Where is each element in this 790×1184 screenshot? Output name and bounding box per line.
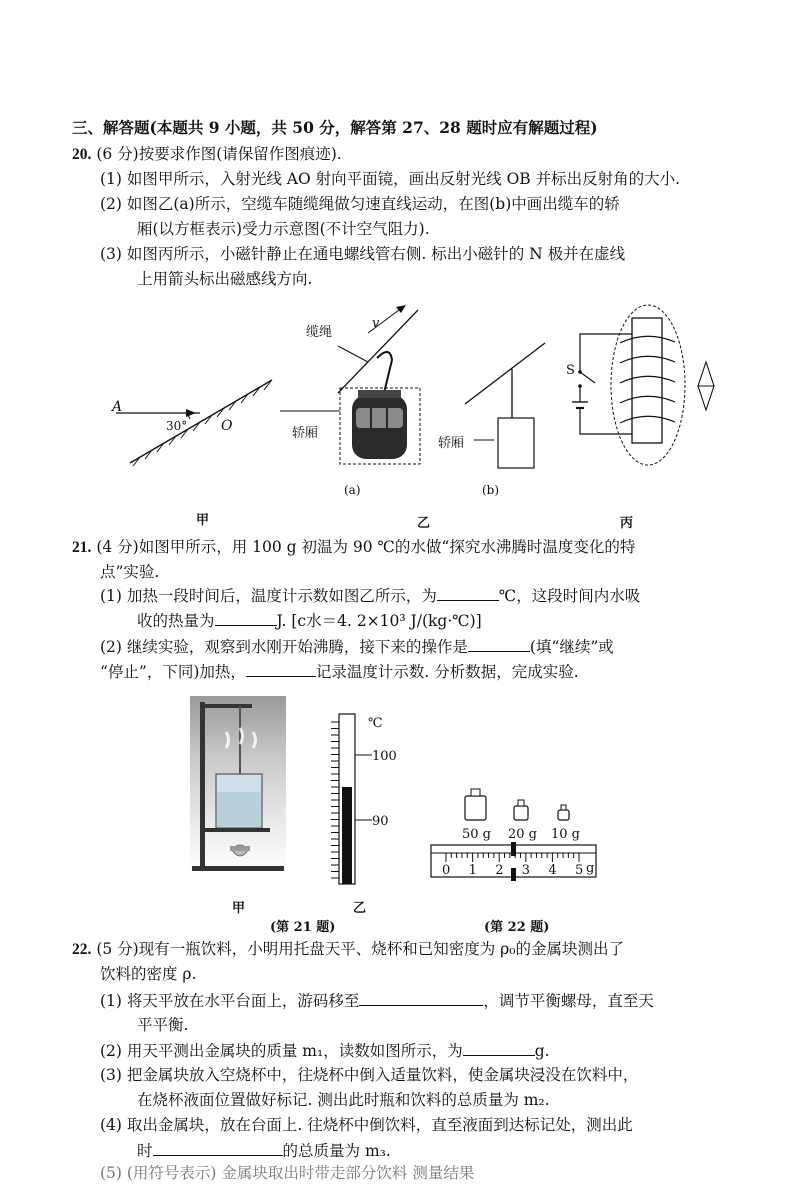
q22-p1a-post: ，调节平衡螺母，直至天 [483,992,654,1010]
scale-label: 3 [521,863,531,878]
q21-p2b-text: “停止”，下同)加热， [100,663,246,681]
label-v: v [372,316,380,331]
q20-stem: (6 分)按要求作图(请保留作图痕迹). [96,145,342,163]
q22-part1a [100,989,654,1012]
q22-p4b-post: 的总质量为 m₃. [282,1142,391,1160]
weight-50g-label: 50 g [462,827,491,842]
label-sub-a: (a) [344,483,361,497]
q20-part2a: (2) 如图乙(a)所示，空缆车随缆绳做匀速直线运动，在图(b)中画出缆车的轿 [100,195,620,213]
q20-number: 20. [72,146,92,163]
q21-caption-jia: 甲 [232,901,246,916]
q21-number: 21. [72,539,92,556]
q22-stem-a: (5 分)现有一瓶饮料，小明用托盘天平、烧杯和已知密度为 ρ₀的金属块测出了 [96,940,624,958]
q22-p2-text: (2) 用天平测出金属块的质量 m₁，读数如图所示，为 [100,1042,463,1060]
q22-figure-caption: (第 22 题) [484,920,550,935]
label-o: O [221,418,233,434]
label-cabin-a: 轿厢 [292,426,319,441]
q22-part4b [137,1139,391,1162]
scale-unit: g [586,861,595,876]
label-a: A [112,399,123,415]
scale-label: 2 [495,863,504,878]
q21-figure-caption: (第 21 题) [270,920,336,935]
q21-stem-a: (4 分)如图甲所示，用 100 g 初温为 90 ℃的水做“探究水沸腾时温度变化的特 [96,538,636,556]
thermometer [331,714,397,884]
q21-p1a-text: (1) 加热一段时间后，温度计示数如图乙所示，为 [100,587,437,605]
label-sub-b: (b) [482,483,500,497]
q20-part3b: 上用箭头标出磁感线方向. [137,270,313,288]
q22-number: 22. [72,941,92,958]
weight-10g-label: 10 g [551,827,580,842]
scale-label: 0 [442,863,451,878]
thermometer-liquid [342,787,352,884]
q22-p1a-text: (1) 将天平放在水平台面上，游码移至 [100,992,360,1010]
scale-label: 1 [468,863,477,878]
q22-blank-mass[interactable] [463,1039,535,1056]
q20-caption-bing: 丙 [620,516,634,531]
q20-part2b: 厢(以方框表示)受力示意图(不计空气阻力). [137,220,430,238]
q21-p1a-post: ℃，这段时间内水吸 [498,587,641,605]
q22-stem-line-a [72,938,624,961]
q22-part5-cut: (5) (用符号表示) 金属块取出时带走部分饮料 测量结果 [100,1164,475,1182]
q22-part3a: (3) 把金属块放入空烧杯中，往烧杯中倒入适量饮料，使金属块浸没在饮料中， [100,1066,639,1084]
label-cabin-b: 轿厢 [438,436,465,451]
q22-blank-rider-position[interactable] [359,989,483,1006]
thermometer-label-90: 90 [372,814,389,829]
q20-caption-jia: 甲 [196,513,210,528]
thermometer-ticks [331,722,339,878]
weight-20g [514,806,528,820]
rider-scale [431,842,596,881]
q22-stem-b: 饮料的密度 ρ. [100,965,197,983]
label-cable: 缆绳 [306,325,333,340]
label-angle: 30° [166,419,188,433]
scale-label: 5 [575,863,584,878]
q21-p1b-post: J. [c水＝4. 2×10³ J/(kg·℃)] [276,612,482,630]
q21-stem-b: 点”实验. [100,563,160,581]
section-title: 三、解答题(本题共 9 小题，共 50 分，解答第 27、28 题时应有解题过程) [72,118,598,137]
q21-p2a-text: (2) 继续实验，观察到水刚开始沸腾，接下来的操作是 [100,638,468,656]
q22-p4b-text: 时 [137,1142,153,1160]
q21-p2a-post: (填“继续”或 [529,638,614,656]
q22-blank-container[interactable] [153,1139,283,1156]
q20-part1: (1) 如图甲所示，入射光线 AO 射向平面镜，画出反射光线 OB 并标出反射角的大小. [100,170,681,188]
weight-10g [558,810,569,820]
q22-part1b: 平平衡. [137,1016,189,1034]
weight-50g [465,796,486,820]
q22-part2 [100,1039,550,1062]
weight-20g-label: 20 g [508,827,537,842]
thermometer-label-100: 100 [372,749,397,764]
thermometer-unit: ℃ [368,716,383,731]
q21-p2b-post: 记录温度计示数. 分析数据，完成实验. [315,663,579,681]
scale-label: 4 [548,863,557,878]
q20-caption-yi: 乙 [417,516,431,531]
q22-part4a: (4) 取出金属块，放在台面上. 往烧杯中倒饮料，直至液面到达标记处，测出此 [100,1116,633,1134]
rider-bottom [511,868,516,881]
q20-part3a: (3) 如图丙所示，小磁针静止在通电螺线管右侧. 标出小磁针的 N 极并在虚线 [100,245,626,263]
label-switch: S [566,363,575,378]
q22-p2-post: g. [534,1042,550,1060]
q21-p1b-text: 收的热量为 [137,612,215,630]
rider-top [511,842,516,856]
q22-part3b: 在烧杯液面位置做好标记. 测出此时瓶和饮料的总质量为 m₂. [137,1091,550,1109]
q21-caption-yi: 乙 [353,901,367,916]
balance-weights [462,789,580,842]
